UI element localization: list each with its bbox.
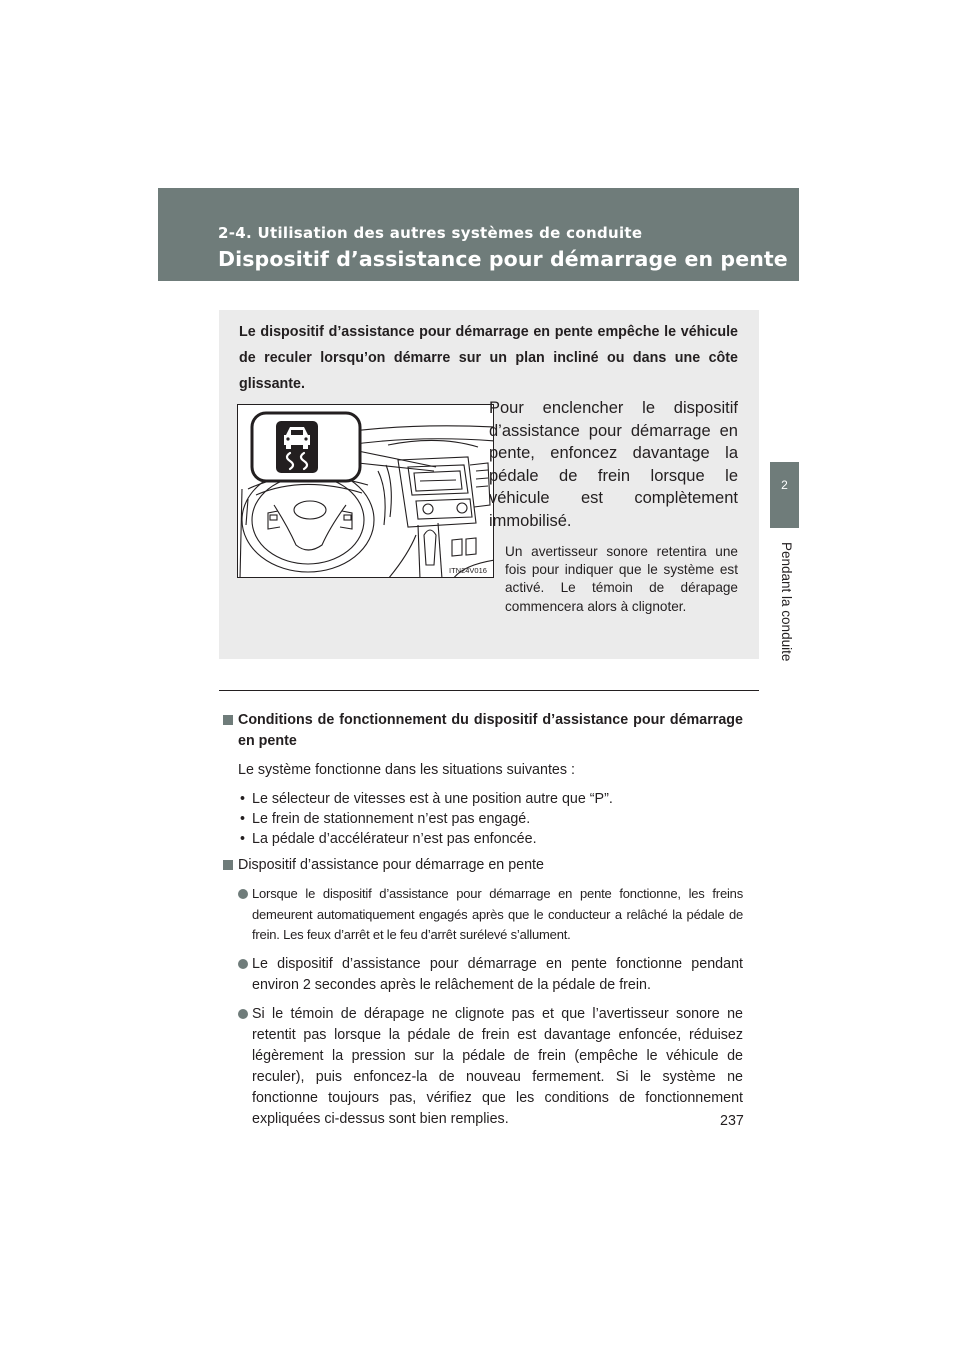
chapter-tab (770, 462, 799, 528)
conditions-heading-text: Conditions de fonctionnement du dispositif d’assistance pour démarrage en pente (238, 712, 743, 749)
list-item: • Le sélecteur de vitesses est à une position autre que “P”. (238, 789, 743, 809)
point-text: Lorsque le dispositif d’assistance pour démarrage en pente fonctionne, les freins demeurent automatiquement engagés après que le conducteur a relâché la pédale de frein. Les feux d’arrêt et le feu d’arrêt surélevé s’allument. (252, 886, 743, 943)
device-heading (222, 855, 743, 876)
circle-bullet-icon (238, 1009, 248, 1019)
figure-caption: Pour enclencher le dispositif d’assistance pour démarrage en pente, enfoncez davantage la pédale de frein lorsque le véhicule est complètement immobilisé. (489, 399, 738, 530)
conditions-intro: Le système fonctionne dans les situations suivantes : (238, 762, 575, 778)
list-item: • La pédale d’accélérateur n’est pas enfoncée. (238, 829, 743, 849)
list-item (238, 954, 743, 996)
circle-bullet-icon (238, 959, 248, 969)
list-item (238, 884, 743, 946)
intro-text: Le dispositif d’assistance pour démarrage en pente empêche le véhicule de reculer lorsqu’on démarre sur un plan incliné ou dans une côte glissante. (239, 324, 738, 392)
chapter-label: Pendant la conduite (779, 542, 794, 662)
list-item: • Le frein de stationnement n’est pas engagé. (238, 809, 743, 829)
figure-code: ITN24V016 (449, 566, 487, 575)
divider (219, 690, 759, 691)
page-number: 237 (720, 1113, 744, 1129)
page-title: Dispositif d’assistance pour démarrage en pente (218, 247, 788, 271)
main-content (222, 710, 743, 1130)
device-heading-text: Dispositif d’assistance pour démarrage en pente (238, 857, 544, 873)
figure-note: Un avertisseur sonore retentira une fois pour indiquer que le système est activé. Le témoin de dérapage commencera alors à clignoter. (505, 544, 738, 614)
circle-bullet-icon (238, 889, 248, 899)
device-points (222, 884, 743, 1130)
square-bullet-icon (223, 860, 233, 870)
conditions-list (222, 789, 743, 849)
square-bullet-icon (223, 715, 233, 725)
conditions-heading (222, 710, 743, 752)
chapter-number: 2 (781, 478, 788, 492)
intro-box (219, 310, 759, 659)
section-title: 2-4. Utilisation des autres systèmes de conduite (218, 224, 643, 242)
point-text: Le dispositif d’assistance pour démarrage en pente fonctionne pendant environ 2 secondes après le relâchement de la pédale de frein. (252, 956, 743, 994)
chapter-header (158, 188, 799, 281)
dashboard-illustration (237, 404, 494, 578)
list-item (238, 1004, 743, 1130)
dashboard-drawing (238, 405, 494, 578)
point-text: Si le témoin de dérapage ne clignote pas et que l’avertisseur sonore ne retentit pas lorsque la pédale de frein est davantage enfoncée, réduisez légèrement la pression sur la pédale de frein (empêche le véhicule de reculer), puis enfoncez-la de nouveau fermement. Si le système ne fonctionne toujours pas, vérifiez que les conditions de fonctionnement expliquées ci-dessus sont bien remplies. (252, 1006, 743, 1128)
